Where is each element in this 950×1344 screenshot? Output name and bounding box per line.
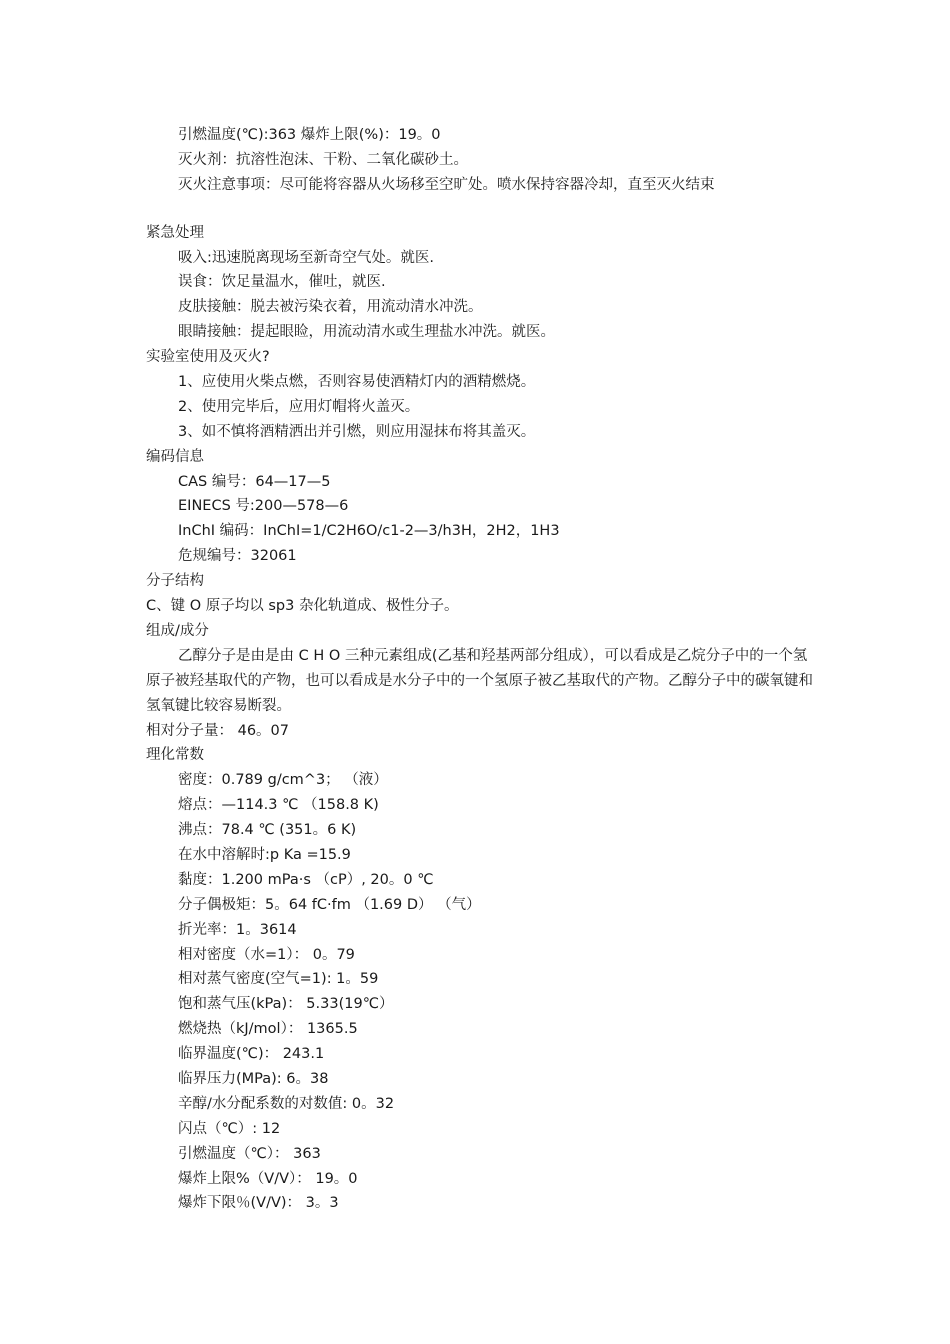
code-item: CAS 编号：64—17—5 [178,473,331,490]
spacer [146,198,816,221]
code-item: 危规编号：32061 [178,548,297,565]
emergency-item: 误食：饮足量温水，催吐，就医. [178,274,386,291]
structure-heading: 分子结构 [146,573,204,590]
constant-item: 密度：0.789 g/cm^3； （液） [178,772,388,789]
codes-heading: 编码信息 [146,448,204,465]
constant-item: 临界压力(MPa): 6。38 [178,1071,329,1087]
constants-heading: 理化常数 [146,747,204,764]
constant-item: 黏度：1.200 mPa·s （cP）, 20。0 ℃ [178,871,434,888]
constant-item: 饱和蒸气压(kPa)： 5.33(19℃） [178,996,394,1013]
constant-item: 爆炸上限%（V/V）： 19。0 [178,1170,358,1187]
lab-item: 1、应使用火柴点燃，否则容易使酒精灯内的酒精燃烧。 [178,374,536,391]
constant-item: 在水中溶解时:p Ka =15.9 [178,846,351,863]
constant-item: 临界温度(℃)： 243.1 [178,1046,325,1063]
molecular-weight: 相对分子量： 46。07 [146,722,290,739]
emergency-heading: 紧急处理 [146,224,204,241]
composition-heading: 组成/成分 [146,622,209,639]
emergency-item: 吸入:迅速脱离现场至新奇空气处。就医. [178,249,434,266]
constant-item: 闪点（℃）: 12 [178,1120,281,1137]
fire-extinguisher-line: 灭火剂：抗溶性泡沫、干粉、二氧化碳砂土。 [178,151,468,168]
lab-item: 2、使用完毕后，应用灯帽将火盖灭。 [178,398,420,415]
emergency-item: 皮肤接触：脱去被污染衣着，用流动清水冲洗。 [178,299,483,316]
lab-item: 3、如不慎将酒精洒出并引燃，则应用湿抹布将其盖灭。 [178,423,536,440]
constant-item: 相对密度（水=1）： 0。79 [178,946,355,963]
constant-item: 辛醇/水分配系数的对数值: 0。32 [178,1095,395,1112]
constant-item: 爆炸下限％(V/V)： 3。3 [178,1195,339,1212]
constant-item: 燃烧热（kJ/mol）： 1365.5 [178,1021,358,1038]
constant-item: 分子偶极矩：5。64 fC·fm （1.69 D） （气） [178,896,481,913]
document-body [146,123,816,1216]
structure-text: C、键 O 原子均以 sp3 杂化轨道成、极性分子。 [146,598,459,615]
emergency-item: 眼睛接触：提起眼睑，用流动清水或生理盐水冲洗。就医。 [178,324,555,341]
code-item: InChI 编码：InChI=1/C2H6O/c1-2—3/h3H，2H2，1H3 [178,523,560,540]
constant-item: 熔点：—114.3 ℃ （158.8 K) [178,797,379,814]
constant-item: 引燃温度（℃）： 363 [178,1145,321,1162]
constant-item: 相对蒸气密度(空气=1): 1。59 [178,971,379,988]
code-item: EINECS 号:200—578—6 [178,498,349,515]
fire-notes-line: 灭火注意事项：尽可能将容器从火场移至空旷处。喷水保持容器冷却，直至灭火结束 [178,176,715,193]
lab-heading: 实验室使用及灭火? [146,349,270,366]
constant-item: 沸点：78.4 ℃ (351。6 K) [178,822,357,839]
constant-item: 折光率：1。3614 [178,921,297,938]
composition-paragraph: 乙醇分子是由是由 C H O 三种元素组成(乙基和羟基两部分组成），可以看成是乙烷分子中的一个氢原子被羟基取代的产物，也可以看成是水分子中的一个氢原子被乙基取代的产物。乙醇分子中的碳氧键和氢氧键比较容易断裂。 [146,647,813,714]
fire-ignition-line: 引燃温度(℃):363 爆炸上限(%)：19。0 [178,127,441,143]
composition-paragraph-block [146,644,816,719]
